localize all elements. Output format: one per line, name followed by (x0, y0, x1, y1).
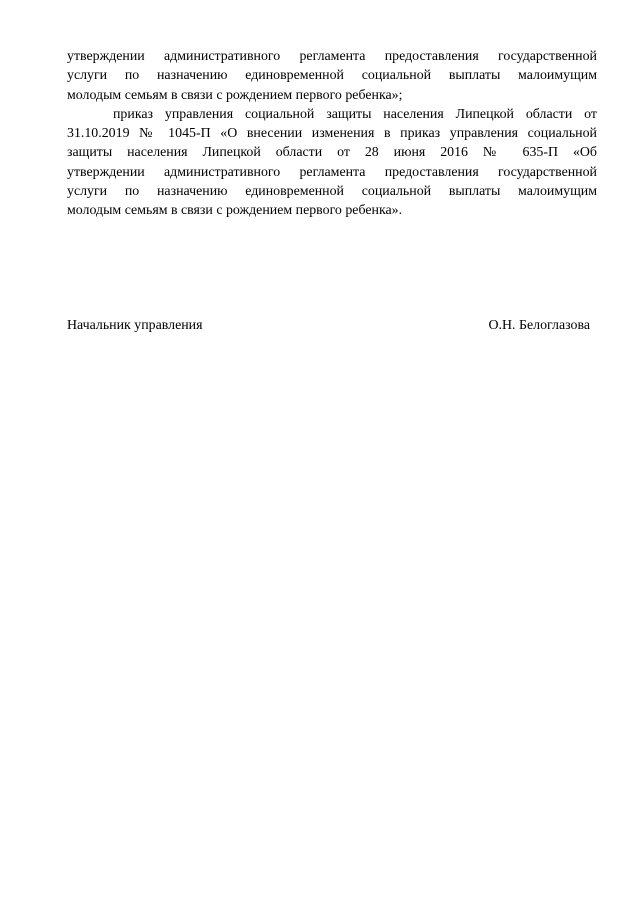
paragraph-line: утверждении административного регламента предоставления государственной (67, 49, 597, 64)
paragraph-line: молодым семьям в связи с рождением первого ребенка». (67, 203, 403, 219)
paragraph-line: молодым семьям в связи с рождением первого ребенка»; (67, 87, 403, 103)
paragraph-1 (67, 47, 597, 105)
signatory-position: Начальник управления (67, 318, 203, 333)
paragraph-line: утверждении административного регламента предоставления государственной (67, 164, 597, 180)
document-body (67, 47, 597, 221)
paragraph-line: защиты населения Липецкой области от 28 июня 2016 № 635-П «Об (67, 145, 597, 161)
paragraph-2 (67, 105, 597, 221)
paragraph-line: услуги по назначению единовременной социальной выплаты малоимущим (67, 184, 597, 200)
paragraph-line: 31.10.2019 № 1045-П «О внесении изменения в приказ управления социальной (67, 126, 597, 142)
paragraph-line: приказ управления социальной защиты населения Липецкой области от (113, 106, 597, 122)
signatory-name: О.Н. Белоглазова (488, 318, 590, 333)
paragraph-line: услуги по назначению единовременной социальной выплаты малоимущим (67, 68, 597, 84)
